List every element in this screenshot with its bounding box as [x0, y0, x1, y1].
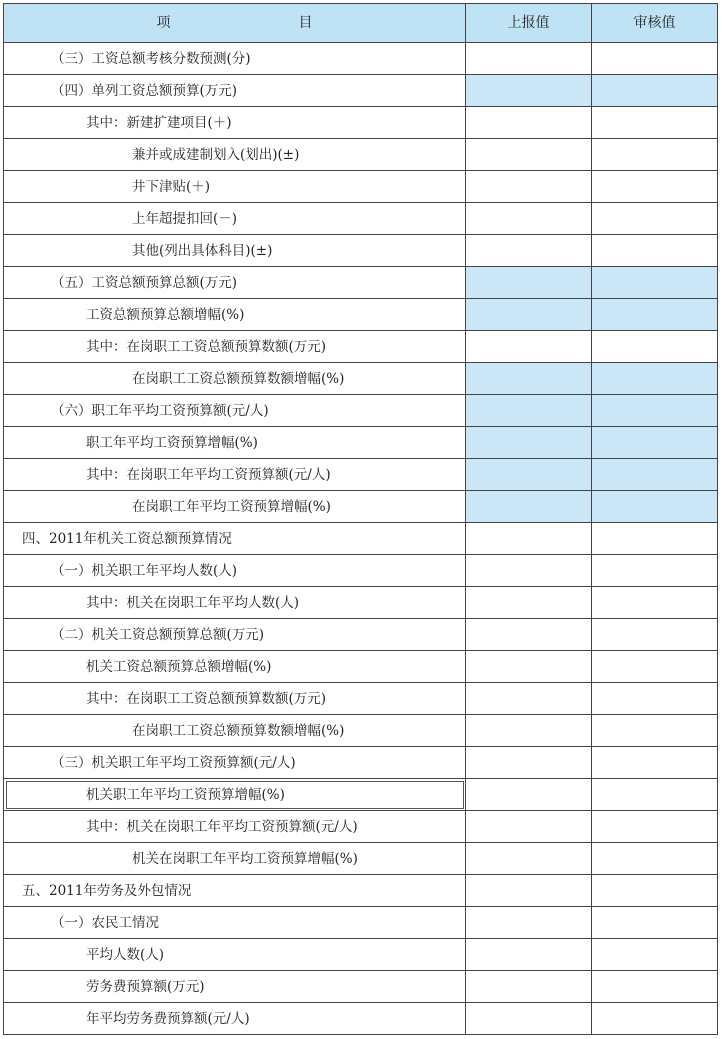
audited-value-cell[interactable]: [592, 107, 718, 139]
audited-value-cell[interactable]: [592, 907, 718, 939]
row-item-label: （一）农民工情况: [4, 907, 466, 939]
row-item-label: 四、2011年机关工资总额预算情况: [4, 523, 466, 555]
row-item-label: 兼并或成建制划入(划出)(±): [4, 139, 466, 171]
table-row: [4, 427, 718, 459]
row-item-label: 其中：新建扩建项目(＋): [4, 107, 466, 139]
audited-value-cell[interactable]: [592, 395, 718, 427]
table-row: [4, 651, 718, 683]
table-row: [4, 299, 718, 331]
row-item-label: （二）机关工资总额预算总额(万元): [4, 619, 466, 651]
audited-value-cell[interactable]: [592, 555, 718, 587]
reported-value-cell[interactable]: [466, 971, 592, 1003]
item-header-char-a: 项: [156, 15, 171, 31]
table-row: [4, 811, 718, 843]
table-row: [4, 331, 718, 363]
reported-value-cell[interactable]: [466, 331, 592, 363]
row-item-label: 其中：在岗职工工资总额预算数额(万元): [4, 331, 466, 363]
table-row: [4, 43, 718, 75]
audited-value-cell[interactable]: [592, 875, 718, 907]
table-row: [4, 875, 718, 907]
audited-value-cell[interactable]: [592, 619, 718, 651]
row-item-label: 五、2011年劳务及外包情况: [4, 875, 466, 907]
reported-value-cell[interactable]: [466, 267, 592, 299]
table-row: [4, 523, 718, 555]
audited-value-cell[interactable]: [592, 683, 718, 715]
table-row: [4, 939, 718, 971]
reported-value-cell[interactable]: [466, 171, 592, 203]
table-row: [4, 907, 718, 939]
table-row: [4, 363, 718, 395]
reported-value-cell[interactable]: [466, 555, 592, 587]
audited-value-cell[interactable]: [592, 523, 718, 555]
row-item-label: 平均人数(人): [4, 939, 466, 971]
audited-value-cell[interactable]: [592, 331, 718, 363]
audited-value-cell[interactable]: [592, 203, 718, 235]
reported-value-cell[interactable]: [466, 715, 592, 747]
audited-value-cell[interactable]: [592, 43, 718, 75]
reported-value-cell[interactable]: [466, 523, 592, 555]
audited-value-cell[interactable]: [592, 363, 718, 395]
table-row: [4, 619, 718, 651]
audited-value-cell[interactable]: [592, 491, 718, 523]
reported-value-cell[interactable]: [466, 587, 592, 619]
row-item-label: 在岗职工年平均工资预算增幅(%): [4, 491, 466, 523]
item-header-char-b: 目: [298, 15, 313, 31]
audited-value-cell[interactable]: [592, 587, 718, 619]
row-item-label: 其中：在岗职工年平均工资预算额(元/人): [4, 459, 466, 491]
audited-value-cell[interactable]: [592, 1003, 718, 1035]
row-item-label: 年平均劳务费预算额(元/人): [4, 1003, 466, 1035]
budget-table: [3, 3, 718, 1035]
reported-value-cell[interactable]: [466, 875, 592, 907]
row-item-label: 上年超提扣回(－): [4, 203, 466, 235]
reported-value-cell[interactable]: [466, 427, 592, 459]
row-item-label: （三）机关职工年平均工资预算额(元/人): [4, 747, 466, 779]
reported-value-cell[interactable]: [466, 43, 592, 75]
reported-value-cell[interactable]: [466, 395, 592, 427]
row-item-label: 在岗职工工资总额预算数额增幅(%): [4, 715, 466, 747]
table-row: [4, 491, 718, 523]
table-row: [4, 107, 718, 139]
row-item-label: 职工年平均工资预算增幅(%): [4, 427, 466, 459]
table-row: [4, 747, 718, 779]
audited-value-cell[interactable]: [592, 939, 718, 971]
row-item-label: （四）单列工资总额预算(万元): [4, 75, 466, 107]
row-item-label: 机关在岗职工年平均工资预算增幅(%): [4, 843, 466, 875]
table-row: [4, 171, 718, 203]
table-row: [4, 235, 718, 267]
reported-value-cell[interactable]: [466, 75, 592, 107]
row-item-label: 劳务费预算额(万元): [4, 971, 466, 1003]
reported-value-cell[interactable]: [466, 107, 592, 139]
table-row: [4, 715, 718, 747]
audited-value-cell[interactable]: [592, 811, 718, 843]
audited-value-cell[interactable]: [592, 747, 718, 779]
table-row: [4, 555, 718, 587]
audited-value-cell[interactable]: [592, 267, 718, 299]
reported-value-cell[interactable]: [466, 939, 592, 971]
reported-value-cell[interactable]: [466, 203, 592, 235]
reported-column-header: 上报值: [466, 4, 592, 43]
reported-value-cell[interactable]: [466, 779, 592, 811]
audited-value-cell[interactable]: [592, 75, 718, 107]
audited-value-cell[interactable]: [592, 299, 718, 331]
reported-value-cell[interactable]: [466, 811, 592, 843]
audited-value-cell[interactable]: [592, 427, 718, 459]
table-row: [4, 779, 718, 811]
audited-value-cell[interactable]: [592, 715, 718, 747]
row-item-label: 其中：机关在岗职工年平均人数(人): [4, 587, 466, 619]
table-row: [4, 203, 718, 235]
reported-value-cell[interactable]: [466, 363, 592, 395]
table-row: [4, 139, 718, 171]
row-item-label: 其中：在岗职工工资总额预算数额(万元): [4, 683, 466, 715]
reported-value-cell[interactable]: [466, 843, 592, 875]
reported-value-cell[interactable]: [466, 1003, 592, 1035]
reported-value-cell[interactable]: [466, 139, 592, 171]
audited-column-header: 审核值: [592, 4, 718, 43]
reported-value-cell[interactable]: [466, 907, 592, 939]
reported-value-cell[interactable]: [466, 619, 592, 651]
table-row: [4, 843, 718, 875]
row-item-label: （六）职工年平均工资预算额(元/人): [4, 395, 466, 427]
table-body: [4, 43, 718, 1035]
reported-value-cell[interactable]: [466, 459, 592, 491]
row-item-label: 其中：机关在岗职工年平均工资预算额(元/人): [4, 811, 466, 843]
reported-value-cell[interactable]: [466, 683, 592, 715]
row-item-label: 井下津贴(＋): [4, 171, 466, 203]
table-row: [4, 587, 718, 619]
reported-value-cell[interactable]: [466, 235, 592, 267]
table-row: [4, 459, 718, 491]
audited-value-cell[interactable]: [592, 459, 718, 491]
reported-value-cell[interactable]: [466, 491, 592, 523]
reported-value-cell[interactable]: [466, 299, 592, 331]
row-item-label: 机关工资总额预算总额增幅(%): [4, 651, 466, 683]
audited-value-cell[interactable]: [592, 235, 718, 267]
table-row: [4, 1003, 718, 1035]
row-item-label: （三）工资总额考核分数预测(分): [4, 43, 466, 75]
table-row: [4, 683, 718, 715]
table-row: [4, 395, 718, 427]
audited-value-cell[interactable]: [592, 843, 718, 875]
row-item-label: 其他(列出具体科目)(±): [4, 235, 466, 267]
audited-value-cell[interactable]: [592, 171, 718, 203]
item-column-header: [4, 4, 466, 43]
audited-value-cell[interactable]: [592, 779, 718, 811]
reported-value-cell[interactable]: [466, 747, 592, 779]
table-row: [4, 971, 718, 1003]
row-item-label: （一）机关职工年平均人数(人): [4, 555, 466, 587]
audited-value-cell[interactable]: [592, 139, 718, 171]
row-item-label: 机关职工年平均工资预算增幅(%): [4, 779, 466, 811]
table-row: [4, 75, 718, 107]
audited-value-cell[interactable]: [592, 651, 718, 683]
table-header-row: [4, 4, 718, 43]
row-item-label: 在岗职工工资总额预算数额增幅(%): [4, 363, 466, 395]
audited-value-cell[interactable]: [592, 971, 718, 1003]
budget-form: [3, 3, 718, 1035]
row-item-label: （五）工资总额预算总额(万元): [4, 267, 466, 299]
reported-value-cell[interactable]: [466, 651, 592, 683]
table-row: [4, 267, 718, 299]
row-item-label: 工资总额预算总额增幅(%): [4, 299, 466, 331]
